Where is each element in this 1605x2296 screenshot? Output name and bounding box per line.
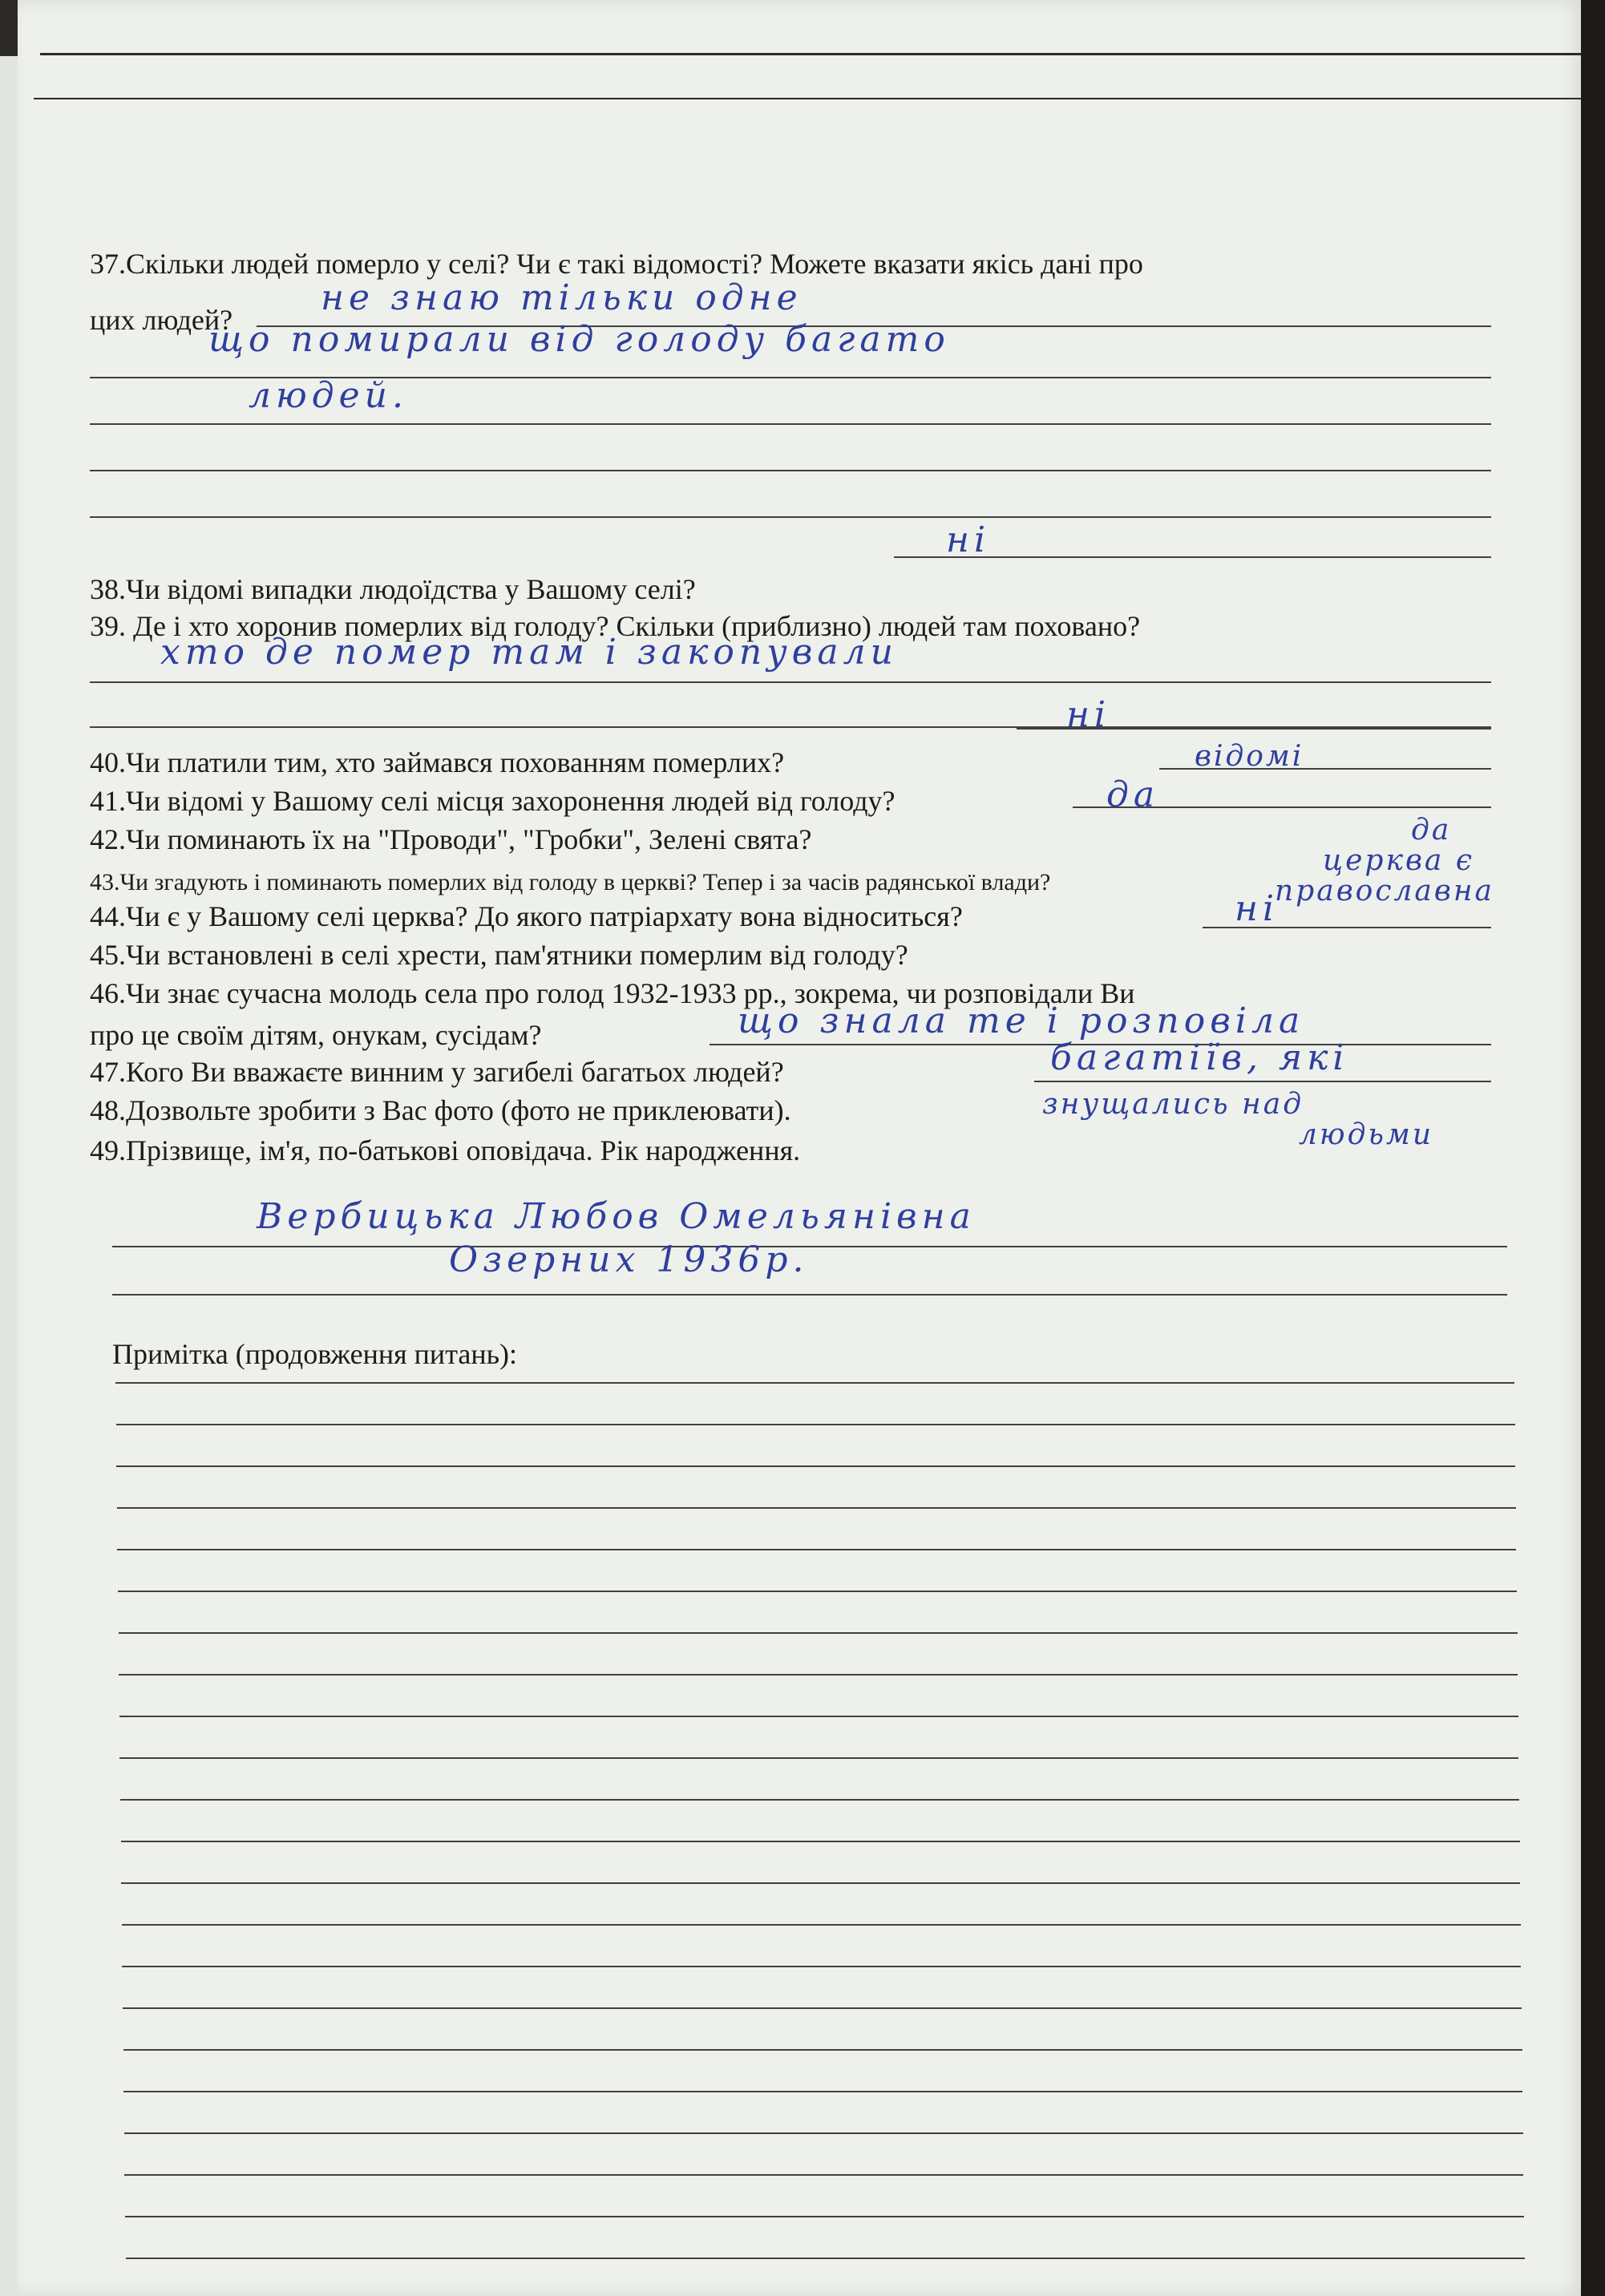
question-41: 41.Чи відомі у Вашому селі місця захоронення людей від голоду? bbox=[90, 785, 895, 817]
answer-line bbox=[90, 470, 1491, 471]
question-46-cont: про це своїм дітям, онукам, сусідам? bbox=[90, 1019, 542, 1051]
answer-47-2: знущались над bbox=[1042, 1088, 1304, 1121]
answer-37-3: людей. bbox=[249, 375, 409, 416]
answer-line bbox=[112, 1246, 1507, 1247]
scan-edge bbox=[1581, 0, 1605, 2296]
note-line bbox=[117, 1507, 1516, 1509]
note-line bbox=[119, 1674, 1518, 1676]
answer-46: що знала те і розповіла bbox=[738, 1000, 1305, 1041]
question-43: 43.Чи згадують і поминають померлих від голоду в церкві? Тепер і за часів радянської влади? bbox=[90, 869, 1051, 895]
question-48: 48.Дозвольте зробити з Вас фото (фото не приклеювати). bbox=[90, 1094, 791, 1126]
note-line bbox=[121, 1841, 1520, 1842]
note-line bbox=[124, 2132, 1523, 2134]
note-line bbox=[119, 1757, 1518, 1759]
answer-line bbox=[112, 1294, 1507, 1296]
note-line bbox=[117, 1549, 1516, 1550]
question-37-cont: цих людей? bbox=[90, 304, 233, 336]
note-line bbox=[123, 2091, 1522, 2092]
note-line bbox=[122, 1966, 1521, 1967]
question-49: 49.Прізвище, ім'я, по-батькові оповідача. Рік народження. bbox=[90, 1134, 801, 1166]
note-line bbox=[116, 1424, 1515, 1425]
answer-47-3: людьми bbox=[1299, 1118, 1434, 1151]
note-line bbox=[123, 2049, 1522, 2051]
answer-39: хто де помер там і закопували bbox=[160, 632, 898, 673]
question-46: 46.Чи знає сучасна молодь села про голод 1932-1933 рр., зокрема, чи розповідали Ви bbox=[90, 977, 1135, 1009]
answer-44-2: православна bbox=[1275, 875, 1494, 907]
answer-38: ні bbox=[946, 519, 991, 560]
answer-49-2: Озерних 1936р. bbox=[449, 1239, 809, 1280]
answer-37-1: не знаю тільки одне bbox=[321, 277, 802, 318]
question-44: 44.Чи є у Вашому селі церква? До якого патріархату вона відноситься? bbox=[90, 900, 963, 932]
answer-line bbox=[90, 423, 1491, 425]
answer-42: да bbox=[1106, 774, 1160, 815]
note-line bbox=[126, 2258, 1525, 2259]
question-40: 40.Чи платили тим, хто займався похованням померлих? bbox=[90, 746, 785, 778]
question-37: 37.Скільки людей померло у селі? Чи є такі відомості? Можете вказати якісь дані про bbox=[90, 248, 1143, 280]
question-47: 47.Кого Ви вважаєте винним у загибелі багатьох людей? bbox=[90, 1056, 784, 1088]
answer-line bbox=[90, 681, 1491, 683]
note-line bbox=[123, 2007, 1522, 2009]
note-line bbox=[122, 1924, 1521, 1926]
question-38: 38.Чи відомі випадки людоїдства у Вашому селі? bbox=[90, 573, 696, 605]
question-39: 39. Де і хто хоронив померлих від голоду? Скільки (приблизно) людей там поховано? bbox=[90, 610, 1141, 642]
answer-line bbox=[1034, 1081, 1491, 1082]
answer-line bbox=[90, 516, 1491, 518]
note-line bbox=[125, 2216, 1524, 2217]
note-line bbox=[124, 2174, 1523, 2176]
top-border-line-2 bbox=[34, 98, 1589, 99]
note-line bbox=[119, 1716, 1518, 1717]
note-line bbox=[120, 1799, 1519, 1801]
note-line bbox=[118, 1591, 1517, 1592]
question-45: 45.Чи встановлені в селі хрести, пам'ятники померлим від голоду? bbox=[90, 939, 908, 971]
answer-47-1: багатіїв, які bbox=[1050, 1037, 1349, 1078]
question-42: 42.Чи поминають їх на "Проводи", "Гробки", Зелені свята? bbox=[90, 823, 812, 855]
answer-41: відомі bbox=[1195, 740, 1304, 773]
top-border-line bbox=[40, 53, 1587, 55]
answer-44-1: церква є bbox=[1323, 844, 1474, 877]
note-line bbox=[115, 1382, 1514, 1384]
answer-37-2: що помирали від голоду багато bbox=[208, 319, 950, 360]
answer-49-1: Вербицька Любов Омельянівна bbox=[257, 1196, 976, 1237]
note-line bbox=[116, 1465, 1515, 1467]
answer-45: ні bbox=[1235, 888, 1280, 929]
note-line bbox=[121, 1882, 1520, 1884]
note-heading: Примітка (продовження питань): bbox=[112, 1338, 518, 1370]
note-line bbox=[119, 1632, 1518, 1634]
answer-40: ні bbox=[1066, 694, 1111, 735]
answer-43: да bbox=[1411, 814, 1452, 847]
